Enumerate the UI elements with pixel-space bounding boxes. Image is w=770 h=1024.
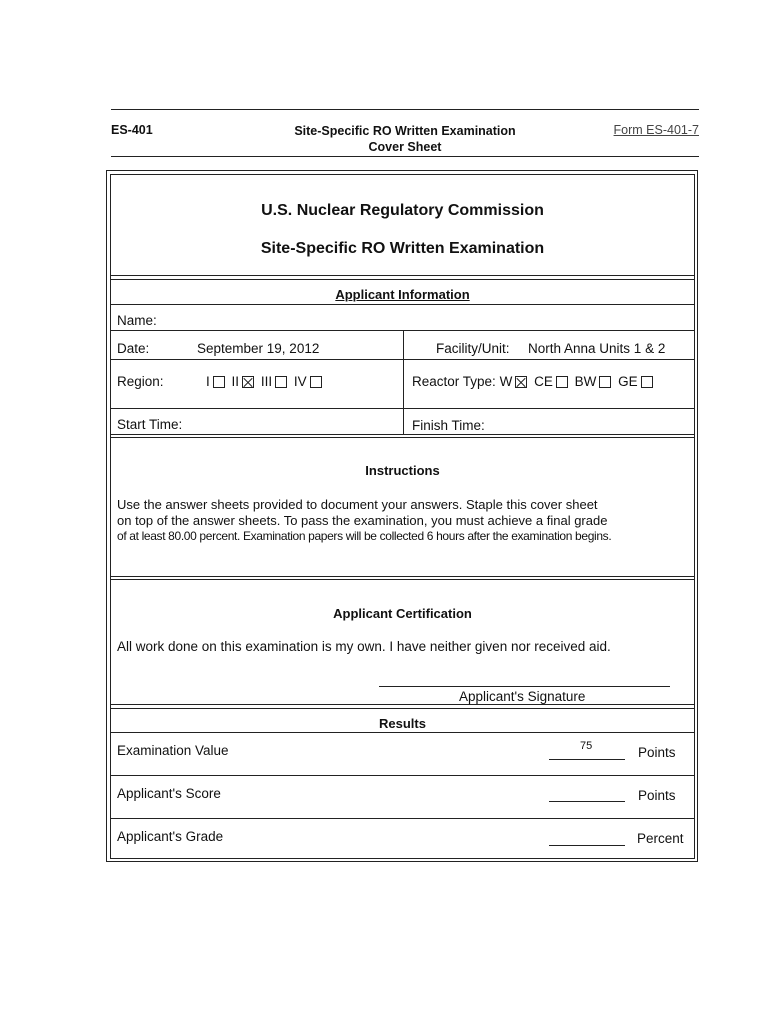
region-label: Region:	[117, 374, 164, 389]
instructions-line2: on top of the answer sheets. To pass the examination, you must achieve a final grade	[117, 513, 608, 528]
form-reference: Form ES-401-7	[613, 123, 699, 137]
reactor-bw-checkbox[interactable]	[599, 376, 611, 388]
exam-value-label: Examination Value	[117, 743, 229, 758]
region-ii-checkbox[interactable]	[242, 376, 254, 388]
reactor-ce-checkbox[interactable]	[556, 376, 568, 388]
grade-blank[interactable]	[549, 845, 625, 846]
column-divider	[403, 330, 404, 435]
date-label: Date:	[117, 341, 150, 356]
divider	[110, 708, 695, 709]
signature-label: Applicant's Signature	[459, 689, 586, 704]
signature-line[interactable]	[379, 686, 670, 687]
certification-statement: All work done on this examination is my own. I have neither given nor received aid.	[117, 639, 611, 654]
results-heading: Results	[379, 716, 426, 731]
region-iii-checkbox[interactable]	[275, 376, 287, 388]
region-ii-label: II	[231, 374, 240, 389]
reactor-ce-label: CE	[534, 374, 553, 389]
reactor-type-label: Reactor Type:	[412, 374, 496, 389]
divider	[110, 275, 695, 276]
divider	[110, 279, 695, 280]
form-code: ES-401	[111, 123, 153, 137]
divider	[110, 359, 695, 360]
divider	[110, 775, 695, 776]
reactor-w-checkbox[interactable]	[515, 376, 527, 388]
facility-value: North Anna Units 1 & 2	[528, 341, 666, 356]
exam-title: Site-Specific RO Written Examination	[260, 240, 545, 257]
exam-value: 75	[580, 740, 593, 752]
reactor-ge-checkbox[interactable]	[641, 376, 653, 388]
instructions-line3: of at least 80.00 percent. Examination papers will be collected 6 hours after the examination begins.	[117, 529, 612, 543]
exam-value-unit: Points	[638, 745, 676, 760]
divider	[110, 576, 695, 577]
divider	[110, 408, 695, 409]
grade-label: Applicant's Grade	[117, 829, 224, 844]
region-i-checkbox[interactable]	[213, 376, 225, 388]
score-unit: Points	[638, 788, 676, 803]
divider	[110, 304, 695, 305]
region-i-label: I	[206, 374, 210, 389]
finish-time-label: Finish Time:	[412, 418, 485, 433]
date-value: September 19, 2012	[197, 341, 320, 356]
score-blank[interactable]	[549, 801, 625, 802]
header-top-rule	[111, 109, 699, 110]
region-options	[206, 374, 325, 389]
divider	[110, 732, 695, 733]
facility-label: Facility/Unit:	[436, 341, 510, 356]
reactor-ge-label: GE	[618, 374, 638, 389]
reactor-w-label: W	[499, 374, 513, 389]
header-title-line1: Site-Specific RO Written Examination	[294, 124, 516, 138]
divider	[110, 704, 695, 705]
header-bottom-rule	[111, 156, 699, 157]
region-iv-checkbox[interactable]	[310, 376, 322, 388]
region-iv-label: IV	[293, 374, 307, 389]
divider	[110, 579, 695, 580]
divider	[110, 818, 695, 819]
certification-heading: Applicant Certification	[333, 606, 472, 621]
grade-unit: Percent	[637, 831, 684, 846]
score-label: Applicant's Score	[117, 786, 221, 801]
instructions-heading: Instructions	[365, 463, 440, 478]
reactor-bw-label: BW	[574, 374, 597, 389]
divider	[110, 437, 695, 438]
header-title-line2: Cover Sheet	[368, 140, 442, 154]
instructions-line1: Use the answer sheets provided to document your answers. Staple this cover sheet	[117, 497, 598, 512]
region-iii-label: III	[260, 374, 273, 389]
header-title	[250, 123, 560, 155]
exam-value-blank	[549, 759, 625, 760]
agency-title: U.S. Nuclear Regulatory Commission	[261, 202, 544, 219]
start-time-label: Start Time:	[117, 417, 183, 432]
divider	[110, 434, 695, 435]
applicant-info-heading: Applicant Information	[335, 287, 470, 302]
name-label: Name:	[117, 313, 157, 328]
reactor-type-options	[412, 374, 656, 389]
